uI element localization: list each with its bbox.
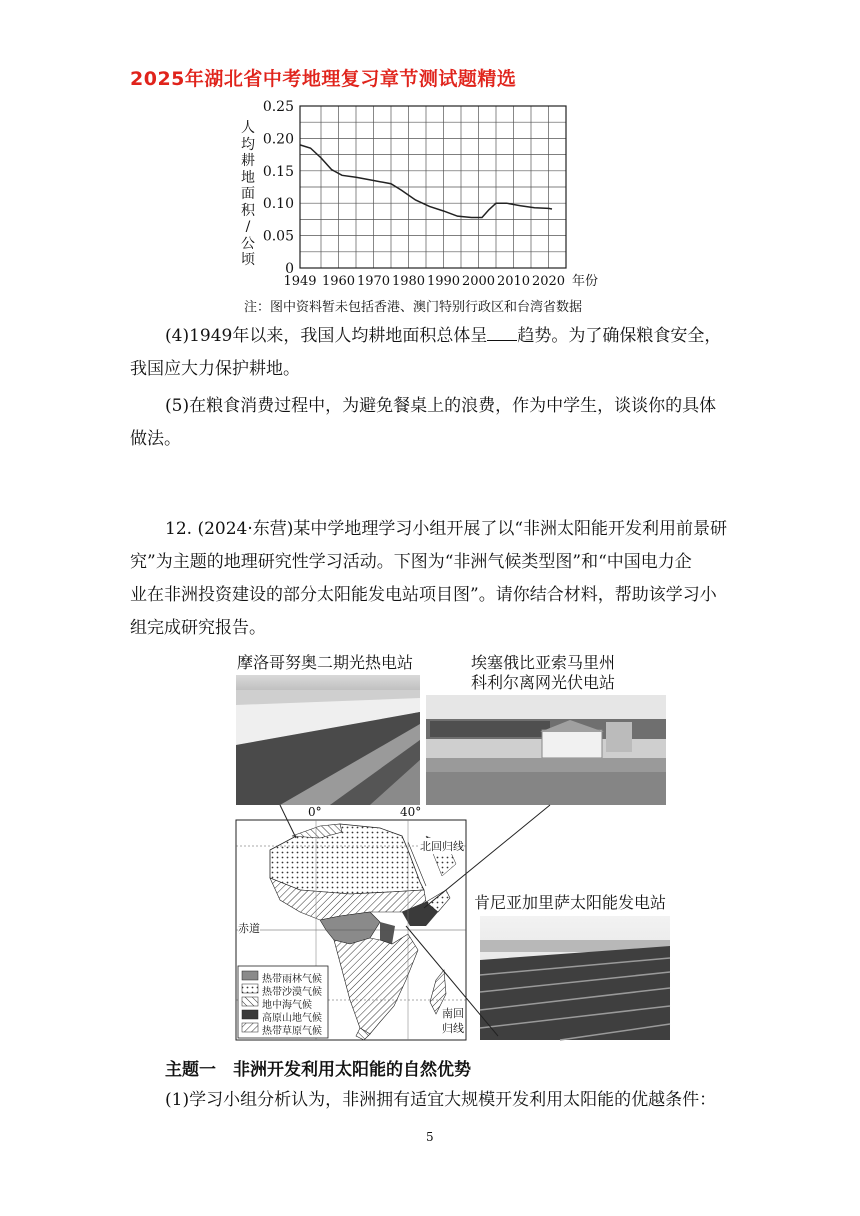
farmland-chart [230,100,650,310]
chart-y-tick-label: 0.05 [262,228,294,245]
theme1-question-1: (1)学习小组分析认为，非洲拥有适宜大规模开发利用太阳能的优越条件： [165,1090,717,1110]
photo3-label: 肯尼亚加里萨太阳能发电站 [473,893,666,912]
photo-kenya-plant [480,916,670,1040]
ylabel-char: 耕 [241,153,255,169]
ylabel-char: 人 [241,120,255,136]
legend-label-savanna: 热带草原气候 [262,1026,322,1037]
map-equator-label: 赤道 [238,922,260,935]
ylabel-char: 积 [241,202,255,219]
africa-solar-figure [230,650,675,1045]
question-5-line1: (5)在粮食消费过程中，为避免餐桌上的浪费，作为中学生，谈谈你的具体 [165,396,717,416]
legend-label-highland: 高原山地气候 [262,1013,322,1024]
chart-y-tick-label: 0.15 [262,163,294,180]
ylabel-char: / [245,219,251,235]
q4-text-post: 趋势。为了确保粮食安全， [517,326,722,346]
question-4-line2: 我国应大力保护耕地。 [130,359,300,379]
farmland-chart-svg [230,100,650,310]
map-tropic-south-label-2: 归线 [442,1022,464,1035]
question-12-line4: 组完成研究报告。 [130,618,266,638]
question-12-line2: 究”为主题的地理研究性学习活动。下图为“非洲气候类型图”和“中国电力企 [130,552,692,572]
legend-swatch-highland [242,1010,258,1019]
chart-x-tick-label: 2020 [531,274,566,289]
ylabel-char: 地 [241,169,255,186]
legend-swatch-desert [242,984,258,993]
ylabel-char: 公 [241,235,255,252]
chart-y-tick-label: 0.10 [262,196,294,213]
map-tropic-south-label-1: 南回 [442,1007,464,1020]
photo2-label-line2: 科利尔离网光伏电站 [470,673,615,692]
photo1-label: 摩洛哥努奥二期光热电站 [236,653,413,672]
map-tropic-north-label: 北回归线 [420,840,464,853]
chart-x-tick-label: 1980 [391,274,426,289]
chart-x-tick-label: 2010 [496,274,531,289]
chart-x-tick-label: 1990 [426,274,461,289]
chart-x-tick-label: 1960 [321,274,356,289]
q4-text-pre: (4)1949年以来，我国人均耕地面积总体呈 [165,326,488,346]
question-12-line3: 业在非洲投资建设的部分太阳能发电站项目图”。请你结合材料，帮助该学习小 [130,585,717,605]
chart-x-tick-label: 1949 [283,274,317,289]
chart-note: 注：图中资料暂未包括香港、澳门特别行政区和台湾省数据 [244,300,583,315]
question-12-line1: 12. (2024·东营)某中学地理学习小组开展了以“非洲太阳能开发利用前景研 [165,519,728,539]
answer-blank[interactable] [487,322,517,341]
chart-x-tick-label: 2000 [461,274,496,289]
legend-swatch-mediterranean [242,997,258,1006]
ylabel-char: 面 [241,186,255,202]
chart-x-axis-label: 年份 [572,274,599,289]
photo-ethiopia-plant [426,695,666,805]
legend-swatch-savanna [242,1023,258,1032]
ylabel-char: 均 [241,136,255,153]
photo2-label-line1: 埃塞俄比亚索马里州 [470,653,615,672]
map-lon-40-label: 40° [400,805,422,819]
page-number: 5 [426,1130,434,1144]
legend-label-desert: 热带沙漠气候 [262,987,322,998]
chart-ylabel [238,120,258,269]
question-4-line1 [165,320,725,353]
map-lon-0-label: 0° [308,805,322,819]
question-4 [165,320,725,353]
document-header-title: 2025年湖北省中考地理复习章节测试题精选 [130,68,517,90]
legend-label-rainforest: 热带雨林气候 [262,974,322,985]
chart-y-tick-label: 0.25 [262,100,294,115]
chart-y-tick-label: 0 [285,261,294,277]
legend-label-mediterranean: 地中海气候 [262,1000,312,1011]
ylabel-char: 顷 [241,252,255,268]
chart-y-tick-label: 0.20 [262,131,294,148]
photo-morocco-plant [236,675,420,805]
theme1-heading: 主题一 非洲开发利用太阳能的自然优势 [165,1060,471,1080]
question-5-line2: 做法。 [130,429,181,449]
chart-x-tick-label: 1970 [356,274,391,289]
legend-swatch-rainforest [242,971,258,980]
